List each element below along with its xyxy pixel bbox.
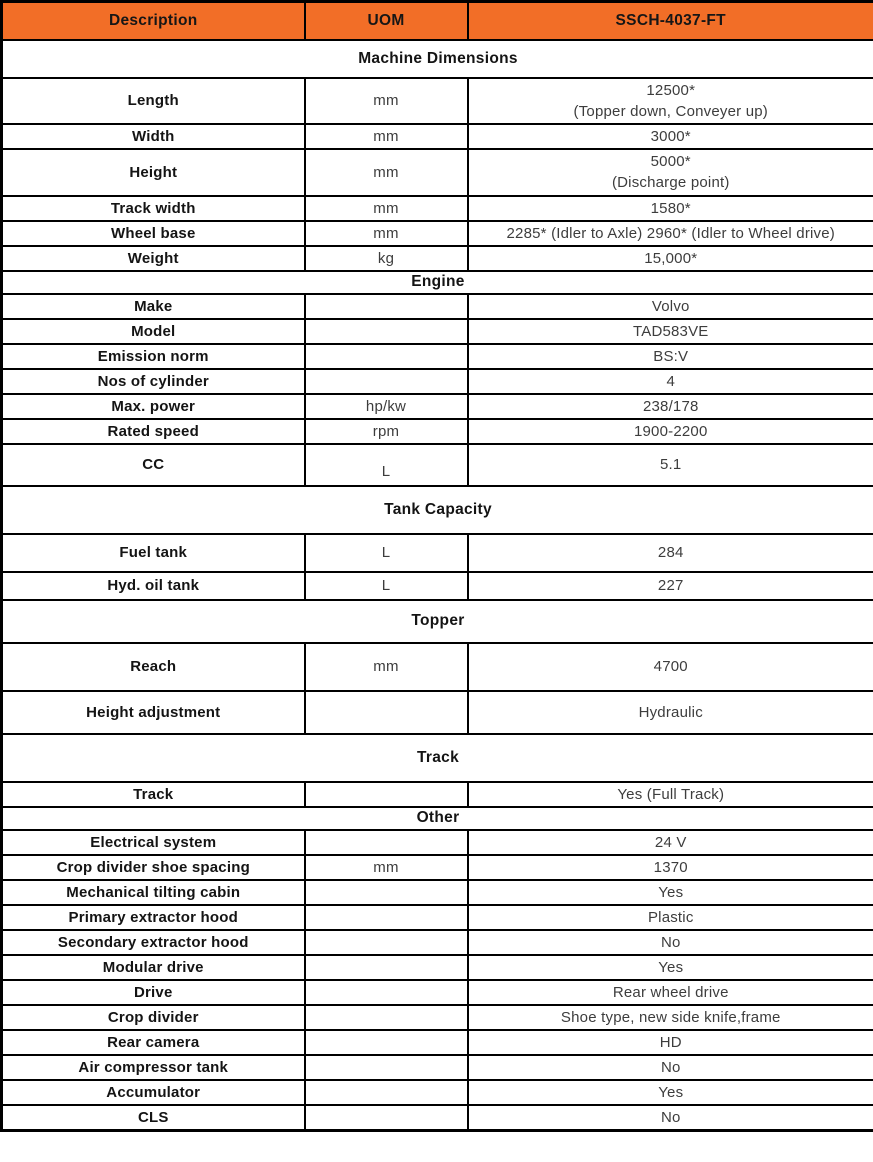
spec-label: Track width: [2, 196, 305, 221]
spec-value: No: [468, 1055, 873, 1080]
spec-label: Rear camera: [2, 1030, 305, 1055]
spec-value: 24 V: [468, 830, 873, 855]
spec-uom: [305, 691, 468, 734]
spec-label: CLS: [2, 1105, 305, 1131]
spec-row-rated-speed: [2, 419, 873, 444]
spec-value: 284: [468, 534, 873, 572]
spec-label: Model: [2, 319, 305, 344]
spec-value: Rear wheel drive: [468, 980, 873, 1005]
spec-value: 238/178: [468, 394, 873, 419]
spec-value: Shoe type, new side knife,frame: [468, 1005, 873, 1030]
spec-row-accumulator: [2, 1080, 873, 1105]
spec-uom: mm: [305, 855, 468, 880]
spec-uom: [305, 1105, 468, 1131]
spec-value: HD: [468, 1030, 873, 1055]
spec-label: Crop divider shoe spacing: [2, 855, 305, 880]
section-row-topper: [2, 600, 873, 643]
spec-label: Reach: [2, 643, 305, 691]
spec-uom: [305, 980, 468, 1005]
column-header-uom: UOM: [305, 2, 468, 40]
spec-value: 1900-2200: [468, 419, 873, 444]
spec-value: No: [468, 1105, 873, 1131]
spec-uom: mm: [305, 124, 468, 149]
spec-value: Yes: [468, 1080, 873, 1105]
spec-label: Crop divider: [2, 1005, 305, 1030]
spec-uom: [305, 905, 468, 930]
spec-uom: L: [305, 444, 468, 486]
spec-value: 5000* (Discharge point): [468, 149, 873, 196]
spec-uom: mm: [305, 221, 468, 246]
spec-label: Emission norm: [2, 344, 305, 369]
spec-row-hyd-oil-tank: [2, 572, 873, 600]
spec-table-header: [2, 2, 873, 40]
spec-row-height-adjustment: [2, 691, 873, 734]
spec-uom: [305, 880, 468, 905]
section-title: Tank Capacity: [2, 486, 873, 534]
spec-uom: [305, 294, 468, 319]
spec-row-cls: [2, 1105, 873, 1131]
spec-row-weight: [2, 246, 873, 271]
section-title: Track: [2, 734, 873, 782]
spec-value: 227: [468, 572, 873, 600]
spec-label: Height adjustment: [2, 691, 305, 734]
spec-value: 1580*: [468, 196, 873, 221]
spec-row-width: [2, 124, 873, 149]
spec-label: CC: [2, 444, 305, 486]
spec-uom: [305, 782, 468, 807]
spec-row-electrical-system: [2, 830, 873, 855]
spec-value: No: [468, 930, 873, 955]
spec-value: 5.1: [468, 444, 873, 486]
table-header-row: [2, 2, 873, 40]
spec-row-make: [2, 294, 873, 319]
spec-label: Air compressor tank: [2, 1055, 305, 1080]
spec-label: Make: [2, 294, 305, 319]
spec-row-wheel-base: [2, 221, 873, 246]
spec-label: Track: [2, 782, 305, 807]
spec-label: Modular drive: [2, 955, 305, 980]
spec-row-air-compressor-tank: [2, 1055, 873, 1080]
spec-uom: mm: [305, 78, 468, 124]
section-row-machine-dimensions: [2, 40, 873, 78]
spec-label: Fuel tank: [2, 534, 305, 572]
spec-uom: rpm: [305, 419, 468, 444]
spec-row-primary-extractor-hood: [2, 905, 873, 930]
spec-value: Plastic: [468, 905, 873, 930]
spec-uom: L: [305, 534, 468, 572]
spec-label: Mechanical tilting cabin: [2, 880, 305, 905]
spec-label: Primary extractor hood: [2, 905, 305, 930]
spec-label: Height: [2, 149, 305, 196]
spec-row-drive: [2, 980, 873, 1005]
spec-label: Electrical system: [2, 830, 305, 855]
spec-row-mechanical-tilting-cabin: [2, 880, 873, 905]
section-title: Other: [2, 807, 873, 830]
spec-uom: [305, 1055, 468, 1080]
spec-uom: L: [305, 572, 468, 600]
spec-label: Length: [2, 78, 305, 124]
spec-value: 4700: [468, 643, 873, 691]
spec-value: BS:V: [468, 344, 873, 369]
spec-value: Yes (Full Track): [468, 782, 873, 807]
spec-row-height: [2, 149, 873, 196]
spec-uom: [305, 1030, 468, 1055]
spec-label: Accumulator: [2, 1080, 305, 1105]
spec-row-cc: [2, 444, 873, 486]
spec-label: Drive: [2, 980, 305, 1005]
column-header-description: Description: [2, 2, 305, 40]
spec-row-crop-divider-shoe-spacing: [2, 855, 873, 880]
spec-label: Nos of cylinder: [2, 369, 305, 394]
spec-row-nos-of-cylinder: [2, 369, 873, 394]
section-title: Topper: [2, 600, 873, 643]
spec-row-rear-camera: [2, 1030, 873, 1055]
spec-uom: [305, 955, 468, 980]
spec-uom: [305, 1005, 468, 1030]
spec-value: TAD583VE: [468, 319, 873, 344]
spec-row-reach: [2, 643, 873, 691]
section-title: Engine: [2, 271, 873, 294]
spec-table-body: [2, 40, 873, 1131]
section-row-engine: [2, 271, 873, 294]
spec-value: Yes: [468, 880, 873, 905]
spec-row-secondary-extractor-hood: [2, 930, 873, 955]
spec-uom: [305, 369, 468, 394]
spec-uom: mm: [305, 196, 468, 221]
spec-row-model: [2, 319, 873, 344]
section-title: Machine Dimensions: [2, 40, 873, 78]
spec-value: Yes: [468, 955, 873, 980]
spec-label: Weight: [2, 246, 305, 271]
spec-row-track-width: [2, 196, 873, 221]
spec-value: Volvo: [468, 294, 873, 319]
spec-label: Max. power: [2, 394, 305, 419]
spec-value: Hydraulic: [468, 691, 873, 734]
spec-value: 4: [468, 369, 873, 394]
spec-row-length: [2, 78, 873, 124]
spec-row-modular-drive: [2, 955, 873, 980]
section-row-other: [2, 807, 873, 830]
column-header-model: SSCH-4037-FT: [468, 2, 873, 40]
spec-value: 15,000*: [468, 246, 873, 271]
spec-row-fuel-tank: [2, 534, 873, 572]
spec-label: Rated speed: [2, 419, 305, 444]
section-row-track: [2, 734, 873, 782]
spec-row-crop-divider: [2, 1005, 873, 1030]
spec-row-track: [2, 782, 873, 807]
spec-uom: [305, 830, 468, 855]
spec-row-emission-norm: [2, 344, 873, 369]
spec-label: Wheel base: [2, 221, 305, 246]
spec-uom: [305, 319, 468, 344]
spec-value: 12500* (Topper down, Conveyer up): [468, 78, 873, 124]
spec-uom: [305, 930, 468, 955]
spec-uom: [305, 1080, 468, 1105]
spec-value: 2285* (Idler to Axle) 2960* (Idler to Wheel drive): [468, 221, 873, 246]
spec-value: 1370: [468, 855, 873, 880]
spec-uom: mm: [305, 643, 468, 691]
spec-uom: [305, 344, 468, 369]
spec-uom: hp/kw: [305, 394, 468, 419]
spec-uom: mm: [305, 149, 468, 196]
spec-row-max-power: [2, 394, 873, 419]
spec-uom: kg: [305, 246, 468, 271]
spec-label: Width: [2, 124, 305, 149]
spec-label: Secondary extractor hood: [2, 930, 305, 955]
spec-value: 3000*: [468, 124, 873, 149]
section-row-tank-capacity: [2, 486, 873, 534]
spec-label: Hyd. oil tank: [2, 572, 305, 600]
